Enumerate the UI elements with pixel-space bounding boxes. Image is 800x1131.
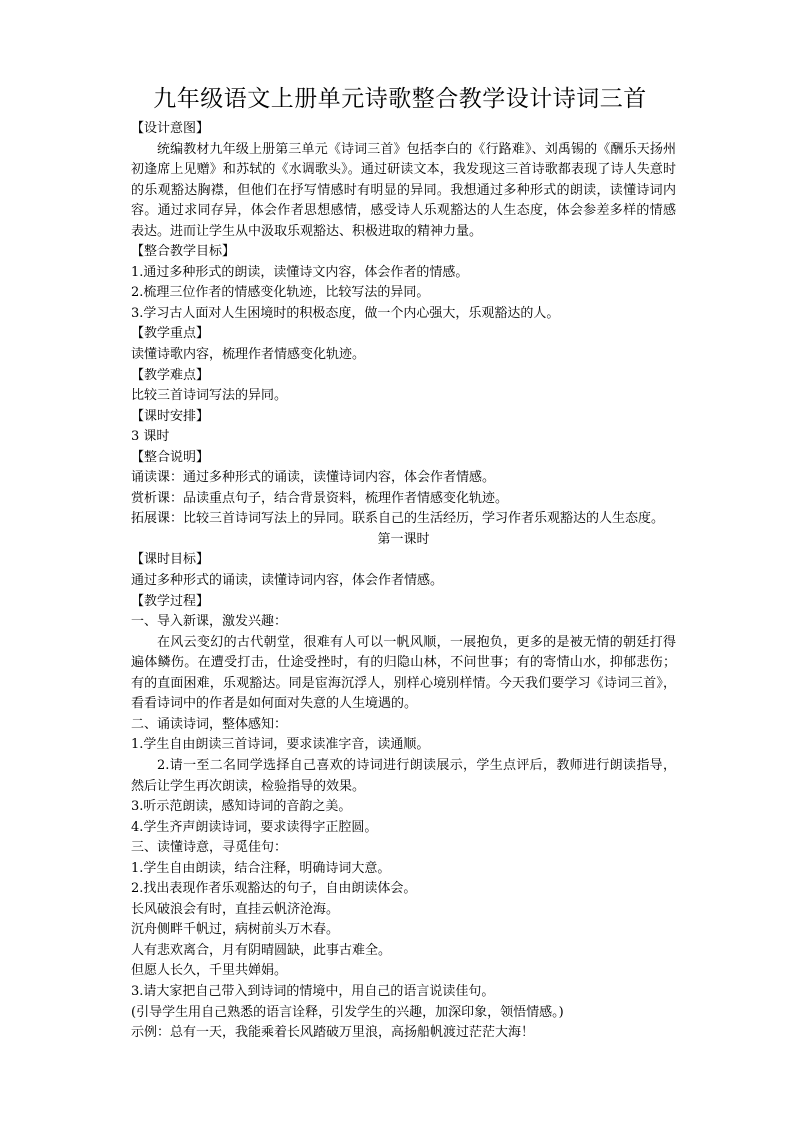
section-heading-schedule: 【课时安排】 xyxy=(131,408,210,424)
schedule-text: 3 课时 xyxy=(131,429,170,445)
recite-item-3: 3.听示范朗读，感知诗词的音韵之美。 xyxy=(131,799,352,815)
poem-line-3: 人有悲欢离合，月有阴晴圆缺，此事古难全。 xyxy=(131,942,392,958)
explanation-extend: 拓展课：比较三首诗词写法上的异同。联系自己的生活经历，学习作者乐观豁达的人生态度。 xyxy=(131,511,665,527)
goal-item-2: 2.梳理三位作者的情感变化轨迹，比较写法的异同。 xyxy=(131,285,430,301)
example-text: 示例：总有一天，我能乘着长风踏破万里浪，高扬船帆渡过茫茫大海！ xyxy=(131,1025,535,1041)
section-heading-design-intent: 【设计意图】 xyxy=(131,121,210,136)
section-heading-goals: 【整合教学目标】 xyxy=(131,244,236,260)
paragraph-intro: 在风云变幻的古代朝堂，很难有人可以一帆风顺，一展抱负，更多的是被无情的朝廷打得遍体鳞伤。在遭受打击，仕途受挫时，有的归隐山林，不问世事；有的寄情山水，抑郁悲伤；有的直面困难，乐观豁达。同是宦海沉浮人，别样心境别样情。今天我们要学习《诗词三首》，看看诗词中的作者是如何面对失意的人生境遇的。 xyxy=(131,634,676,712)
explanation-appreciate: 赏析课：品读重点句子，结合背景资料，梳理作者情感变化轨迹。 xyxy=(131,490,509,506)
section-heading-difficulty: 【教学难点】 xyxy=(131,367,210,383)
understand-item-3: 3.请大家把自己带入到诗词的情境中，用自己的语言说读佳句。 xyxy=(131,983,495,999)
section-heading-process: 【教学过程】 xyxy=(131,593,210,609)
step-heading-recite: 二、诵读诗词，整体感知： xyxy=(131,716,288,732)
section-heading-explanation: 【整合说明】 xyxy=(131,449,210,465)
recite-item-2: 2.请一至二名同学选择自己喜欢的诗词进行朗读展示，学生点评后，教师进行朗读指导，然后让学生再次朗读，检验指导的效果。 xyxy=(131,757,676,794)
step-heading-intro: 一、导入新课，激发兴趣： xyxy=(131,614,288,630)
guidance-note: (引导学生用自己熟悉的语言诠释，引发学生的兴趣，加深印象，领悟情感。) xyxy=(131,1004,564,1020)
poem-line-4: 但愿人长久，千里共婵娟。 xyxy=(131,963,288,979)
recite-item-4: 4.学生齐声朗读诗词，要求读得字正腔圆。 xyxy=(131,819,378,835)
document-body xyxy=(131,119,676,1044)
goal-item-1: 1.通过多种形式的朗读，读懂诗文内容，体会作者的情感。 xyxy=(131,264,469,280)
poem-line-2: 沉舟侧畔千帆过，病树前头万木春。 xyxy=(131,922,340,938)
lesson-one-heading: 第一课时 xyxy=(377,531,430,547)
recite-item-1: 1.学生自由朗读三首诗词，要求读准字音，读通顺。 xyxy=(131,737,430,753)
explanation-recite: 诵读课：通过多种形式的诵读，读懂诗词内容，体会作者情感。 xyxy=(131,470,496,486)
paragraph-design-intent: 统编教材九年级上册第三单元《诗词三首》包括李白的《行路难》、刘禹锡的《酬乐天扬州初逢席上见赠》和苏轼的《水调歌头》。通过研读文本，我发现这三首诗歌都表现了诗人失意时的乐观豁达胸襟，但他们在抒写情感时有明显的异同。我想通过多种形式的朗读，读懂诗词内容。通过求同存异，体会作者思想感情，感受诗人乐观豁达的人生态度，体会参差多样的情感表达。进而让学生从中汲取乐观豁达、积极进取的精神力量。 xyxy=(131,141,676,239)
goal-item-3: 3.学习古人面对人生困境时的积极态度，做一个内心强大，乐观豁达的人。 xyxy=(131,305,560,321)
understand-item-2: 2.找出表现作者乐观豁达的句子，自由朗读体会。 xyxy=(131,881,417,897)
lesson-goal-text: 通过多种形式的诵读，读懂诗词内容，体会作者情感。 xyxy=(131,573,444,589)
section-heading-key-point: 【教学重点】 xyxy=(131,326,210,342)
section-heading-lesson-goal: 【课时目标】 xyxy=(131,552,210,568)
step-heading-understand: 三、读懂诗意，寻觅佳句： xyxy=(131,840,288,856)
difficulty-text: 比较三首诗词写法的异同。 xyxy=(131,388,288,404)
key-point-text: 读懂诗歌内容，梳理作者情感变化轨迹。 xyxy=(131,347,366,363)
poem-line-1: 长风破浪会有时，直挂云帆济沧海。 xyxy=(131,901,340,917)
understand-item-1: 1.学生自由朗读，结合注释，明确诗词大意。 xyxy=(131,860,391,876)
document-title: 九年级语文上册单元诗歌整合教学设计诗词三首 xyxy=(153,86,647,112)
